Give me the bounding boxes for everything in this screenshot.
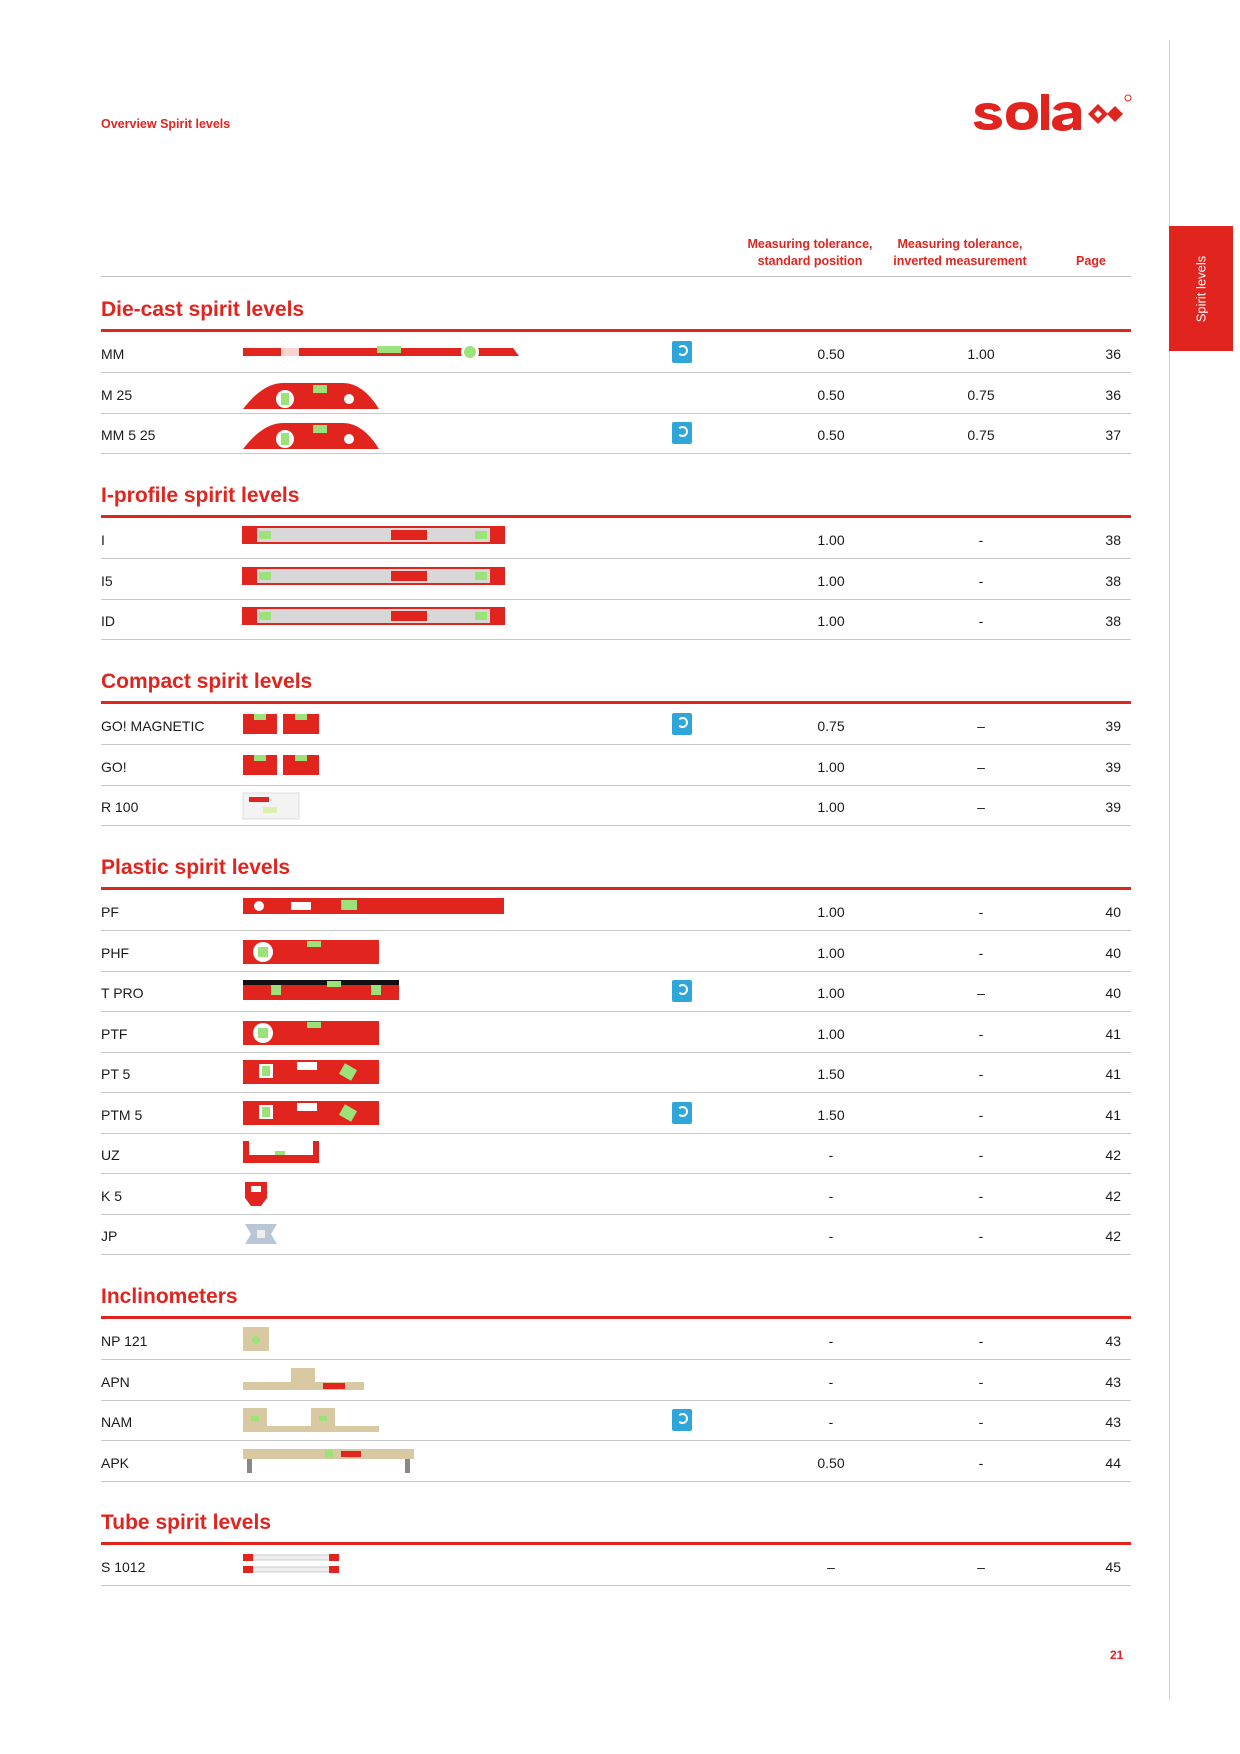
- product-image: [241, 1551, 341, 1579]
- product-image: [241, 338, 521, 366]
- magnetic-icon: [672, 713, 692, 735]
- page-reference[interactable]: 42: [1105, 1187, 1121, 1204]
- tolerance-standard: 1.00: [817, 572, 845, 589]
- tolerance-standard: -: [828, 1414, 834, 1430]
- model-name: PF: [101, 904, 119, 920]
- table-row: [101, 1053, 1131, 1093]
- page-reference[interactable]: 39: [1105, 799, 1121, 815]
- table-row: [101, 333, 1131, 373]
- tolerance-standard: 1.00: [817, 613, 845, 629]
- model-name: M 25: [101, 386, 133, 403]
- page-reference[interactable]: 44: [1105, 1454, 1121, 1471]
- side-tab[interactable]: [1169, 226, 1233, 351]
- table-row: [101, 560, 1131, 600]
- product-image: [241, 1099, 381, 1127]
- tolerance-inverted: -: [978, 572, 984, 589]
- product-image: [241, 751, 321, 779]
- section-rule: [101, 515, 1131, 518]
- page-reference[interactable]: 40: [1105, 904, 1121, 920]
- table-row: [101, 1215, 1131, 1255]
- product-image: [241, 1447, 416, 1475]
- tolerance-standard: 1.00: [817, 904, 845, 920]
- page-reference[interactable]: 43: [1105, 1373, 1121, 1390]
- page-reference[interactable]: 41: [1105, 1025, 1121, 1042]
- magnetic-icon: [672, 980, 692, 1002]
- tolerance-standard: 1.00: [817, 1025, 845, 1042]
- table-row: [101, 1134, 1131, 1174]
- page-reference[interactable]: 36: [1105, 346, 1121, 362]
- table-row: [101, 705, 1131, 745]
- tolerance-inverted: -: [978, 1147, 984, 1163]
- sola-logo: [970, 92, 1135, 136]
- tolerance-inverted: -: [978, 1454, 984, 1471]
- section-title: Die-cast spirit levels: [101, 298, 305, 321]
- model-name: R 100: [101, 799, 139, 815]
- model-name: GO! MAGNETIC: [101, 718, 205, 734]
- magnetic-icon: [672, 1102, 692, 1124]
- section-title: Inclinometers: [101, 1285, 238, 1308]
- page-reference[interactable]: 38: [1105, 532, 1121, 548]
- product-image: [241, 1220, 281, 1248]
- model-name: UZ: [101, 1147, 120, 1163]
- table-row: [101, 1175, 1131, 1215]
- tolerance-inverted: –: [977, 799, 985, 815]
- tolerance-inverted: -: [978, 1228, 984, 1244]
- tolerance-inverted: -: [978, 1373, 984, 1390]
- section-title: I-profile spirit levels: [101, 484, 300, 507]
- tolerance-standard: 1.50: [817, 1066, 845, 1082]
- model-name: NP 121: [101, 1333, 148, 1349]
- row-divider: [101, 639, 1131, 640]
- magnetic-icon: [672, 341, 692, 363]
- section-rule: [101, 1542, 1131, 1545]
- tolerance-inverted: -: [978, 613, 984, 629]
- table-row: [101, 374, 1131, 414]
- tolerance-inverted: –: [977, 1559, 985, 1575]
- table-row: [101, 1546, 1131, 1586]
- model-name: PTF: [101, 1025, 128, 1042]
- table-row: [101, 1320, 1131, 1360]
- product-image: [241, 565, 506, 593]
- page-reference[interactable]: 42: [1105, 1147, 1121, 1163]
- product-image: [241, 977, 401, 1005]
- page-reference[interactable]: 39: [1105, 718, 1121, 734]
- tolerance-inverted: -: [978, 1187, 984, 1204]
- product-image: [241, 1058, 381, 1086]
- page-reference[interactable]: 43: [1105, 1333, 1121, 1349]
- product-image: [241, 937, 381, 965]
- tolerance-inverted: –: [977, 758, 985, 775]
- table-row: [101, 972, 1131, 1012]
- product-image: [241, 1325, 271, 1353]
- tolerance-standard: -: [828, 1187, 834, 1204]
- tolerance-standard: -: [828, 1147, 834, 1163]
- model-name: I: [101, 532, 105, 548]
- row-divider: [101, 1585, 1131, 1586]
- column-header-page: Page: [1076, 254, 1106, 268]
- product-image: [241, 605, 506, 633]
- table-row: [101, 519, 1131, 559]
- tolerance-inverted: -: [978, 944, 984, 961]
- page-reference[interactable]: 45: [1105, 1559, 1121, 1575]
- tolerance-inverted: -: [978, 1333, 984, 1349]
- table-row: [101, 600, 1131, 640]
- column-header-standard: [735, 236, 885, 270]
- tolerance-inverted: 0.75: [967, 427, 995, 443]
- tolerance-standard: 1.00: [817, 532, 845, 548]
- model-name: I5: [101, 572, 113, 589]
- section-rule: [101, 1316, 1131, 1319]
- tolerance-standard: 0.75: [817, 718, 845, 734]
- table-row: [101, 1094, 1131, 1134]
- column-header-inverted-line1: Measuring tolerance,: [897, 237, 1023, 251]
- model-name: PHF: [101, 944, 129, 961]
- page-reference[interactable]: 38: [1105, 613, 1121, 629]
- tolerance-standard: 1.00: [817, 944, 845, 961]
- page-reference[interactable]: 37: [1105, 427, 1121, 443]
- page-reference[interactable]: 43: [1105, 1414, 1121, 1430]
- product-image: [241, 419, 381, 447]
- column-header-inverted-line2: inverted measurement: [893, 254, 1027, 268]
- tolerance-inverted: -: [978, 1025, 984, 1042]
- model-name: JP: [101, 1228, 118, 1244]
- table-row: [101, 932, 1131, 972]
- section-rule: [101, 329, 1131, 332]
- product-image: [241, 1406, 381, 1434]
- table-row: [101, 1442, 1131, 1482]
- tolerance-inverted: -: [978, 1414, 984, 1430]
- column-header-inverted: [880, 236, 1040, 270]
- row-divider: [101, 1481, 1131, 1482]
- product-image: [241, 1139, 321, 1167]
- model-name: T PRO: [101, 985, 144, 1001]
- tolerance-standard: 1.50: [817, 1106, 845, 1123]
- tolerance-inverted: –: [977, 985, 985, 1001]
- page-number: 21: [1110, 1648, 1124, 1662]
- section-title: Plastic spirit levels: [101, 856, 291, 879]
- model-name: K 5: [101, 1187, 123, 1204]
- section-title: Tube spirit levels: [101, 1511, 271, 1534]
- model-name: MM 5 25: [101, 427, 156, 443]
- section-title: Compact spirit levels: [101, 670, 313, 693]
- tolerance-standard: -: [828, 1373, 834, 1390]
- model-name: NAM: [101, 1414, 133, 1430]
- model-name: PTM 5: [101, 1106, 143, 1123]
- column-header-standard-line1: Measuring tolerance,: [747, 237, 873, 251]
- tolerance-inverted: -: [978, 904, 984, 920]
- tolerance-inverted: -: [978, 1106, 984, 1123]
- model-name: APN: [101, 1373, 130, 1390]
- tolerance-inverted: -: [978, 1066, 984, 1082]
- table-row: [101, 1361, 1131, 1401]
- page-reference[interactable]: 41: [1105, 1066, 1121, 1082]
- model-name: PT 5: [101, 1066, 131, 1082]
- header-rule: [101, 276, 1131, 277]
- tolerance-standard: -: [828, 1228, 834, 1244]
- row-divider: [101, 1254, 1131, 1255]
- page-reference[interactable]: 40: [1105, 985, 1121, 1001]
- product-image: [241, 1180, 271, 1208]
- model-name: GO!: [101, 758, 127, 775]
- table-row: [101, 1401, 1131, 1441]
- product-image: [241, 1018, 381, 1046]
- model-name: ID: [101, 613, 115, 629]
- tolerance-standard: 1.00: [817, 799, 845, 815]
- magnetic-icon: [672, 1409, 692, 1431]
- tolerance-standard: -: [828, 1333, 834, 1349]
- model-name: S 1012: [101, 1559, 146, 1575]
- tolerance-standard: –: [827, 1559, 835, 1575]
- product-image: [241, 710, 321, 738]
- tolerance-inverted: 1.00: [967, 346, 995, 362]
- model-name: APK: [101, 1454, 130, 1471]
- magnetic-icon: [672, 422, 692, 444]
- tolerance-standard: 1.00: [817, 758, 845, 775]
- section-rule: [101, 887, 1131, 890]
- model-name: MM: [101, 346, 125, 362]
- tolerance-inverted: -: [978, 532, 984, 548]
- row-divider: [101, 825, 1131, 826]
- tolerance-standard: 0.50: [817, 427, 845, 443]
- product-image: [241, 379, 381, 407]
- page-reference[interactable]: 41: [1105, 1106, 1121, 1123]
- table-row: [101, 891, 1131, 931]
- product-image: [241, 896, 506, 924]
- section-rule: [101, 701, 1131, 704]
- tolerance-standard: 0.50: [817, 346, 845, 362]
- page-reference[interactable]: 39: [1105, 758, 1121, 775]
- table-row: [101, 786, 1131, 826]
- page-reference[interactable]: 40: [1105, 944, 1121, 961]
- tolerance-inverted: 0.75: [967, 386, 995, 403]
- table-row: [101, 1013, 1131, 1053]
- product-image: [241, 791, 301, 819]
- tolerance-standard: 0.50: [817, 1454, 845, 1471]
- page-header-label: Overview Spirit levels: [101, 117, 231, 131]
- table-row: [101, 746, 1131, 786]
- side-tab-label: Spirit levels: [1193, 255, 1209, 322]
- page-reference[interactable]: 38: [1105, 572, 1121, 589]
- tolerance-standard: 0.50: [817, 386, 845, 403]
- page-reference[interactable]: 42: [1105, 1228, 1121, 1244]
- page-reference[interactable]: 36: [1105, 386, 1121, 403]
- tolerance-standard: 1.00: [817, 985, 845, 1001]
- product-image: [241, 524, 506, 552]
- product-image: [241, 1366, 366, 1394]
- row-divider: [101, 453, 1131, 454]
- tolerance-inverted: –: [977, 718, 985, 734]
- column-header-standard-line2: standard position: [757, 254, 863, 268]
- table-row: [101, 414, 1131, 454]
